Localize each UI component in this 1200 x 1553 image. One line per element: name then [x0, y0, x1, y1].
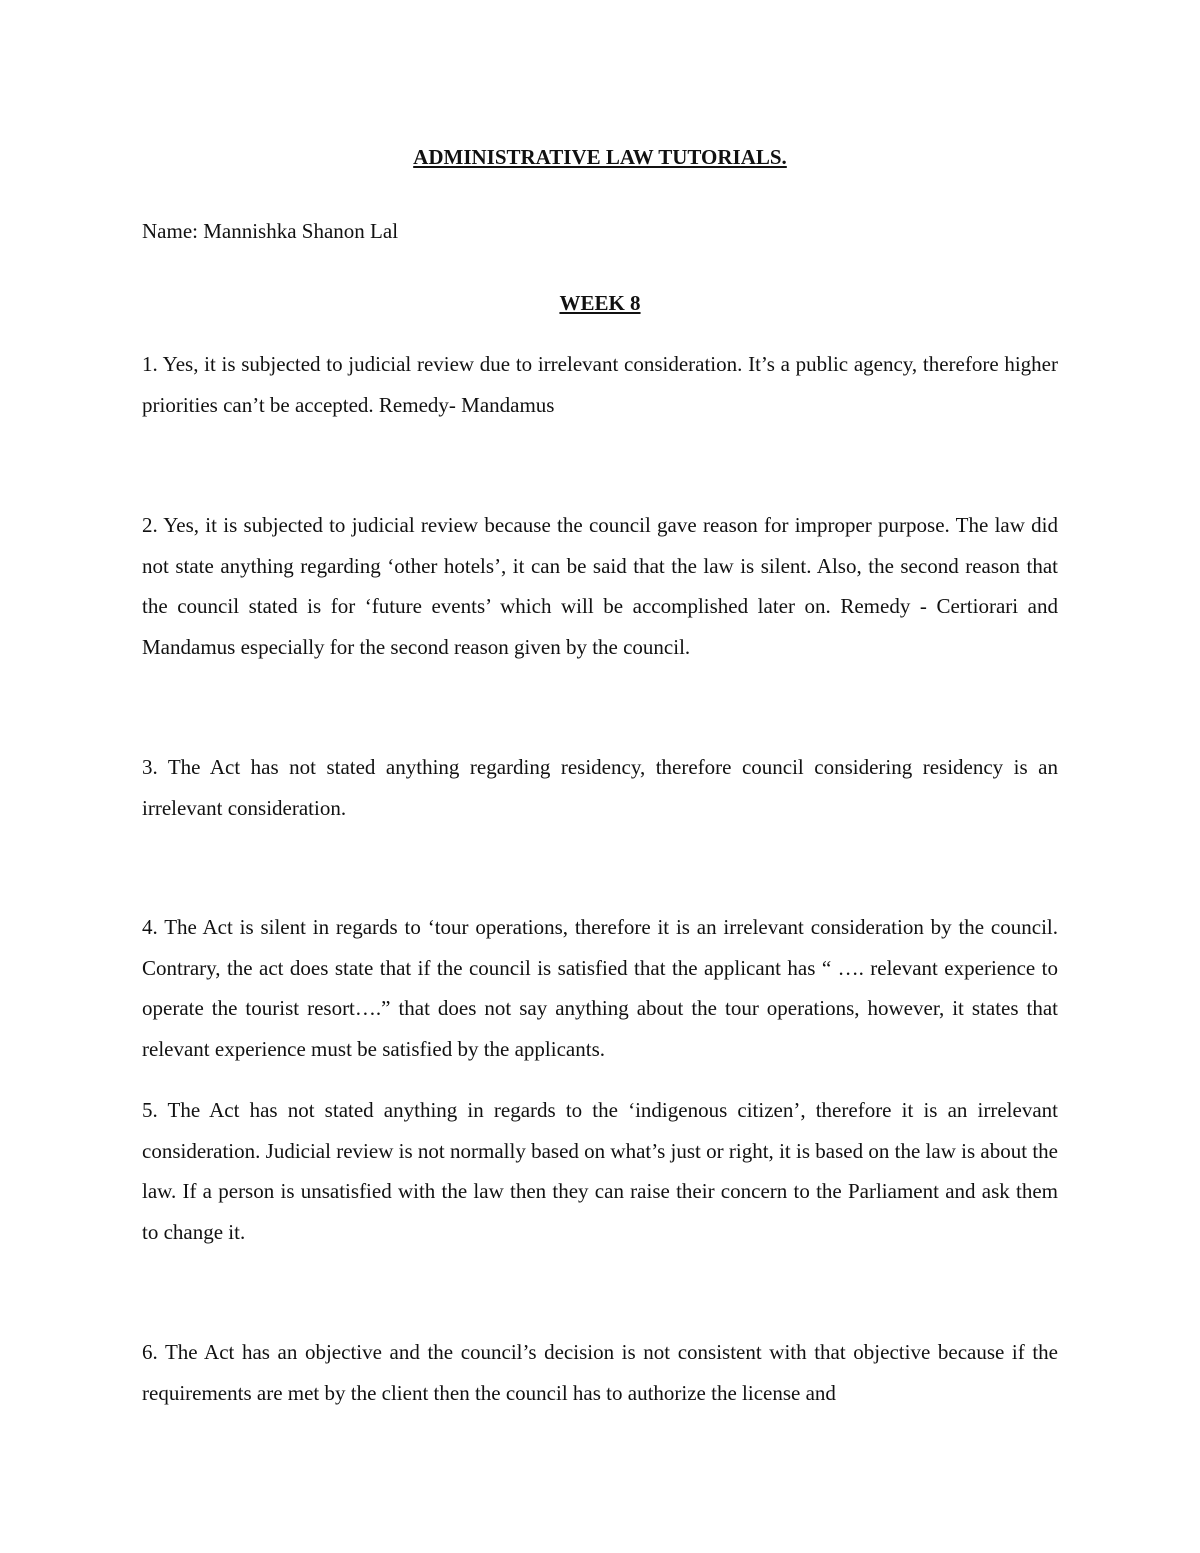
- document-title: ADMINISTRATIVE LAW TUTORIALS.: [413, 145, 787, 169]
- student-name: Name: Mannishka Shanon Lal: [142, 219, 399, 243]
- answer-4: 4. The Act is silent in regards to ‘tour operations, therefore it is an irrelevant consideration by the council. Contrary, the act does state that if the council is satisfied that the applicant has “ …. relevant experience to operate the tourist resort….” that does not say anything about the tour operations, however, it states that relevant experience must be satisfied by the applicants.: [142, 915, 1058, 1061]
- answer-1: 1. Yes, it is subjected to judicial review due to irrelevant consideration. It’s a public agency, therefore higher priorities can’t be accepted. Remedy- Mandamus: [142, 352, 1058, 417]
- answer-5: 5. The Act has not stated anything in regards to the ‘indigenous citizen’, therefore it is an irrelevant consideration. Judicial review is not normally based on what’s just or right, it is based on the law is about the law. If a person is unsatisfied with the law then they can raise their concern to the Parliament and ask them to change it.: [142, 1098, 1058, 1244]
- answer-6: 6. The Act has an objective and the council’s decision is not consistent with that objective because if the requirements are met by the client then the council has to authorize the license and: [142, 1340, 1058, 1405]
- answer-2: 2. Yes, it is subjected to judicial review because the council gave reason for improper purpose. The law did not state anything regarding ‘other hotels’, it can be said that the law is silent. Also, the second reason that the council stated is for ‘future events’ which will be accomplished later on. Remedy - Certiorari and Mandamus especially for the second reason given by the council.: [142, 513, 1058, 659]
- week-heading: WEEK 8: [559, 291, 641, 315]
- answer-3: 3. The Act has not stated anything regarding residency, therefore council considering residency is an irrelevant consideration.: [142, 755, 1058, 820]
